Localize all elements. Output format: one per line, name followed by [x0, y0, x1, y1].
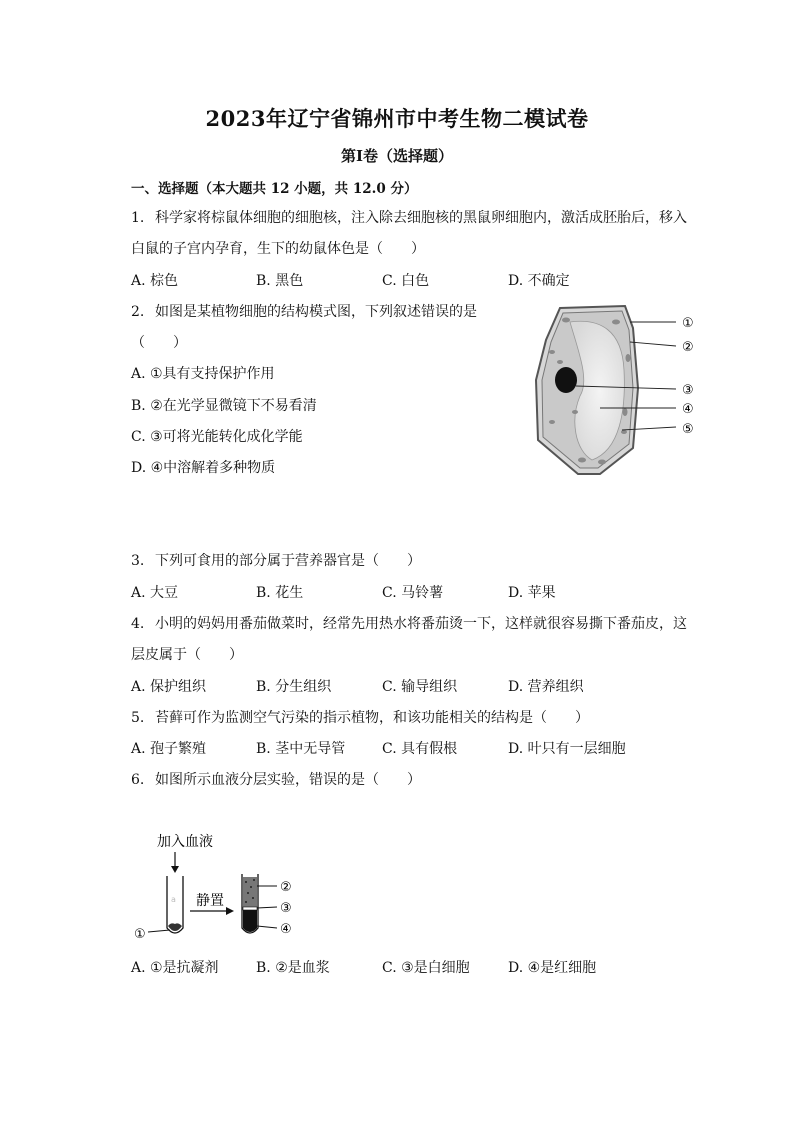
question-2-number: 2. — [131, 304, 145, 320]
cell-label-4: ④ — [682, 402, 694, 417]
arrow-right-icon — [226, 907, 234, 915]
question-5-option-c[interactable]: C. 具有假根 — [382, 741, 458, 757]
question-6-option-c[interactable]: C. ③是白细胞 — [382, 960, 470, 976]
plant-cell-diagram — [530, 300, 700, 482]
question-3-number: 3. — [131, 553, 145, 569]
question-3-option-a[interactable]: A. 大豆 — [131, 585, 179, 601]
question-4-option-d[interactable]: D. 营养组织 — [508, 679, 584, 695]
question-4-number: 4. — [131, 616, 145, 632]
settle-label: 静置 — [196, 893, 224, 909]
question-4-option-b[interactable]: B. 分生组织 — [256, 679, 332, 695]
section-heading: 一、选择题（本大题共 12 小题，共 12.0 分） — [131, 181, 418, 197]
question-5-option-d[interactable]: D. 叶只有一层细胞 — [508, 741, 626, 757]
cell-label-3: ③ — [682, 383, 694, 398]
question-1-option-b[interactable]: B. 黑色 — [256, 273, 304, 289]
question-1-option-c[interactable]: C. 白色 — [382, 273, 430, 289]
question-1-line-1: 1. 科学家将棕鼠体细胞的细胞核，注入除去细胞核的黑鼠卵细胞内，激活成胚胎后，移入 — [131, 210, 687, 226]
tube-label-3: ③ — [280, 901, 292, 916]
question-6-number: 6. — [131, 772, 145, 788]
question-1-option-d[interactable]: D. 不确定 — [508, 273, 570, 289]
blood-layering-diagram — [130, 830, 310, 945]
question-4-line-1: 4. 小明的妈妈用番茄做菜时，经常先用热水将番茄烫一下，这样就很容易撕下番茄皮，这 — [131, 616, 687, 632]
question-3-option-b[interactable]: B. 花生 — [256, 585, 304, 601]
question-1-option-a[interactable]: A. 棕色 — [131, 273, 179, 289]
tube-label-2: ② — [280, 880, 292, 895]
red-cell-layer — [243, 910, 257, 932]
question-2-option-b[interactable]: B. ②在光学显微镜下不易看清 — [131, 398, 317, 414]
plasma-layer — [243, 877, 257, 907]
page-title: 2023年辽宁省锦州市中考生物二模试卷 — [205, 106, 589, 131]
cell-label-1: ① — [682, 316, 694, 331]
white-cell-layer — [243, 907, 257, 910]
question-4-option-a[interactable]: A. 保护组织 — [131, 679, 207, 695]
cell-label-5: ⑤ — [682, 422, 694, 437]
question-3-option-c[interactable]: C. 马铃薯 — [382, 585, 444, 601]
tube-label-4: ④ — [280, 922, 292, 937]
question-2-option-a[interactable]: A. ①具有支持保护作用 — [131, 366, 275, 382]
question-3-option-d[interactable]: D. 苹果 — [508, 585, 556, 601]
question-4-option-c[interactable]: C. 输导组织 — [382, 679, 458, 695]
question-5-option-a[interactable]: A. 孢子繁殖 — [131, 741, 207, 757]
question-1-number: 1. — [131, 210, 145, 226]
svg-text:a: a — [171, 895, 176, 904]
question-6-option-d[interactable]: D. ④是红细胞 — [508, 960, 597, 976]
cell-label-2: ② — [682, 340, 694, 355]
tube-label-1: ① — [134, 927, 146, 942]
page-subtitle: 第I卷（选择题） — [340, 147, 454, 165]
question-2-line-2: （ ） — [131, 335, 187, 351]
question-5-line-1: 5. 苔藓可作为监测空气污染的指示植物，和该功能相关的结构是（ ） — [131, 710, 589, 726]
question-1-line-2: 白鼠的子宫内孕育，生下的幼鼠体色是（ ） — [131, 241, 425, 257]
question-6-line-1: 6. 如图所示血液分层实验，错误的是（ ） — [131, 772, 421, 788]
question-2-line-1: 2. 如图是某植物细胞的结构模式图，下列叙述错误的是 — [131, 304, 477, 320]
question-3-line-1: 3. 下列可食用的部分属于营养器官是（ ） — [131, 553, 421, 569]
add-blood-label: 加入血液 — [157, 834, 213, 850]
question-4-line-2: 层皮属于（ ） — [131, 647, 243, 663]
question-2-option-c[interactable]: C. ③可将光能转化成化学能 — [131, 429, 303, 445]
question-5-number: 5. — [131, 710, 145, 726]
question-5-option-b[interactable]: B. 茎中无导管 — [256, 741, 346, 757]
arrow-down-icon — [171, 866, 179, 873]
question-6-option-b[interactable]: B. ②是血浆 — [256, 960, 330, 976]
question-2-option-d[interactable]: D. ④中溶解着多种物质 — [131, 460, 276, 476]
question-6-option-a[interactable]: A. ①是抗凝剂 — [131, 960, 219, 976]
nucleus — [555, 367, 577, 393]
